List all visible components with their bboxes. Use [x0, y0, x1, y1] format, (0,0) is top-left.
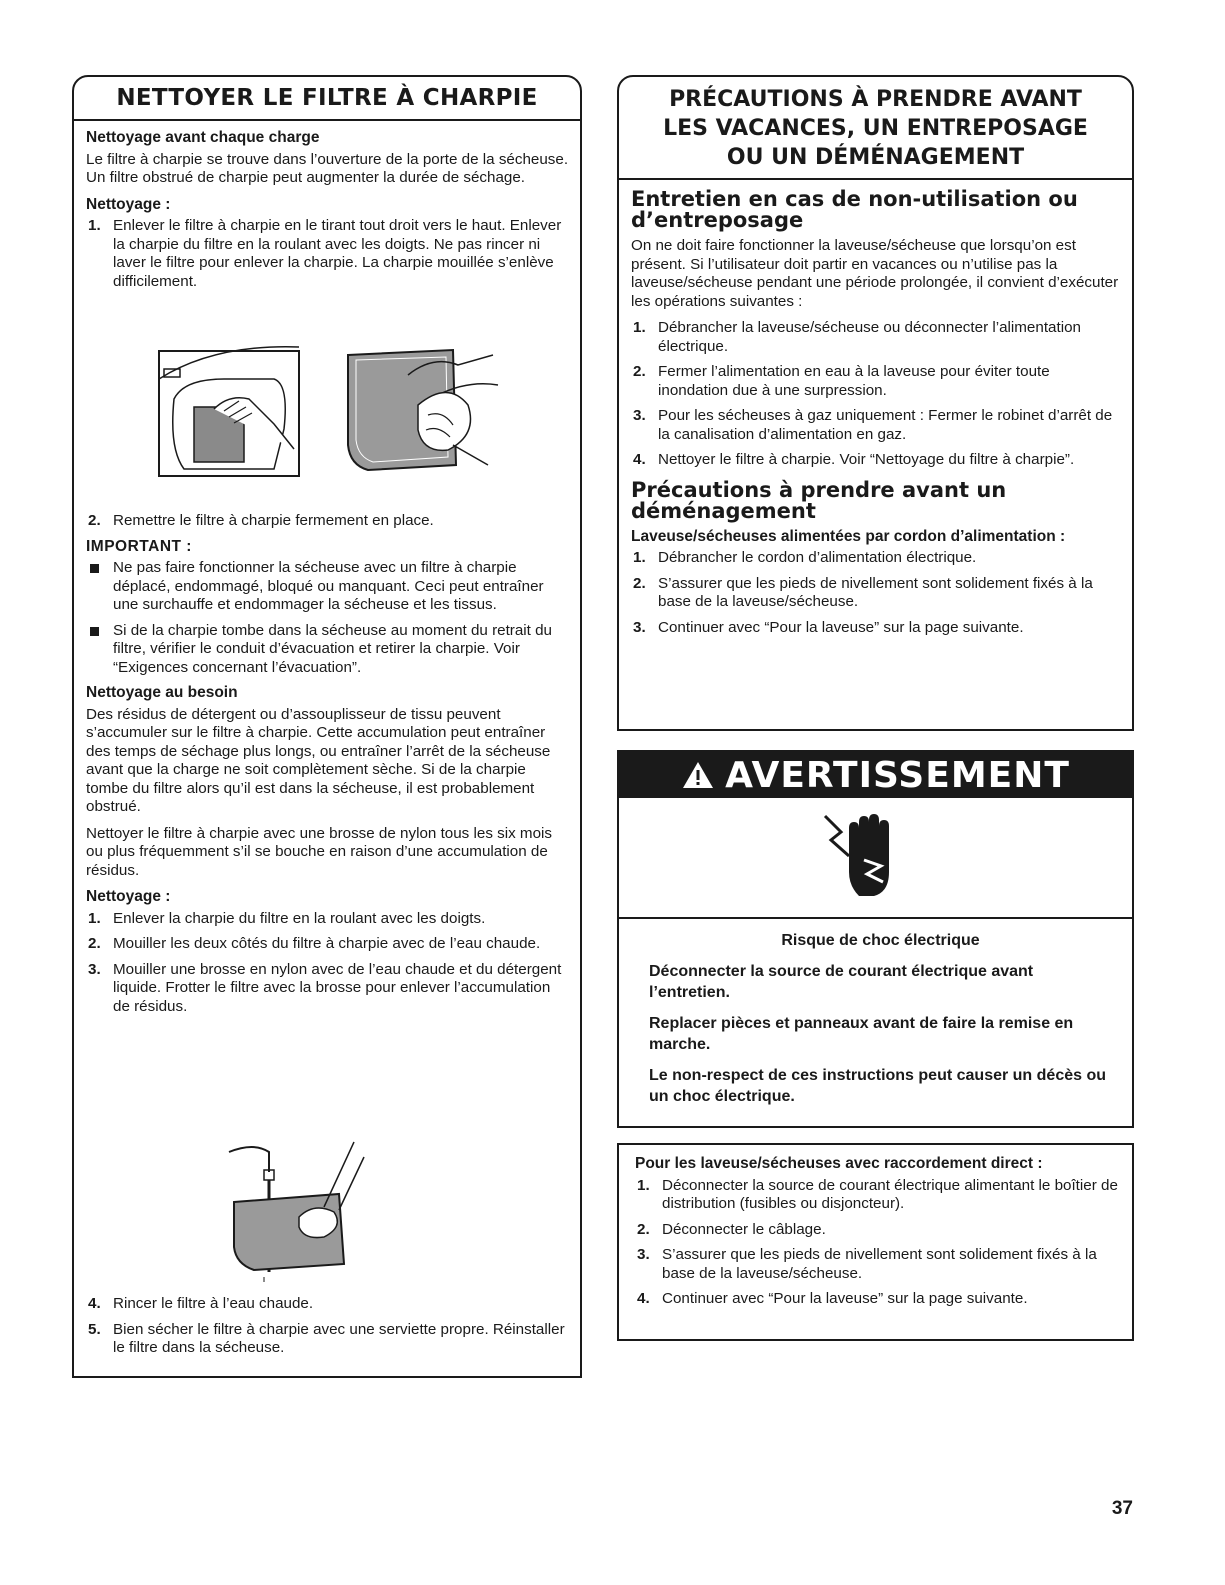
- list-item: 2. Fermer l’alimentation en eau à la laveuse pour éviter toute inondation due à une surpression.: [633, 363, 1050, 399]
- heading-storage: Entretien en cas de non-utilisation ou d’entreposage: [631, 187, 1078, 232]
- as-needed-paragraph-1: Des résidus de détergent ou d’assouplisseur de tissu peuvent s’accumuler sur le filtre à charpie. Cette accumulation peut entraîner des temps de séchage plus longs, ou entraîner l’arrêt de la sécheuse avant que la charge ne soit complètement sèche. Si de la charpie tombe du filtre alors qu’il est dans la sécheuse, il est probablement obstrué.: [86, 705, 551, 815]
- intro-paragraph: Le filtre à charpie se trouve dans l’ouverture de la porte de la sécheuse. Un filtre obstrué de charpie peut augmenter la durée de séchage.: [86, 150, 569, 186]
- list-item: 5. Bien sécher le filtre à charpie avec une serviette propre. Réinstaller le filtre dans la sécheuse.: [88, 1320, 565, 1356]
- list-item: 1. Enlever la charpie du filtre en la roulant avec les doigts.: [88, 909, 486, 927]
- list-item: 4. Rincer le filtre à l’eau chaude.: [88, 1295, 314, 1312]
- warning-box: [617, 750, 1134, 1128]
- list-item: 1. Débrancher le cordon d’alimentation électrique.: [633, 549, 977, 566]
- filter-brushing-illustration: [214, 1132, 384, 1282]
- electric-shock-hand-icon: [819, 810, 909, 906]
- lint-filter-text-bottom: [86, 1295, 570, 1365]
- direct-wire-steps: [635, 1177, 1120, 1309]
- important-bullets: [86, 559, 570, 677]
- warning-divider: [619, 917, 1132, 919]
- list-item: 3. S’assurer que les pieds de nivellement sont solidement fixés à la base de la laveuse/sécheuse.: [637, 1246, 1097, 1282]
- warning-header: [619, 752, 1132, 798]
- warning-word: AVERTISSEMENT: [725, 754, 1070, 796]
- bullet-square-icon: [90, 564, 99, 573]
- storage-steps: [631, 319, 1120, 470]
- list-item: 4. Nettoyer le filtre à charpie. Voir “Nettoyage du filtre à charpie”.: [633, 451, 1075, 468]
- title-line: OU UN DÉMÉNAGEMENT: [726, 145, 1025, 170]
- subheading-cleaning-2: Nettoyage :: [86, 888, 171, 905]
- precautions-section: [617, 75, 1134, 731]
- cleaning-steps-3: [86, 910, 570, 1017]
- list-item: 2. Déconnecter le câblage.: [637, 1220, 826, 1238]
- filter-removal-illustration: [154, 339, 304, 481]
- list-item: 2. S’assurer que les pieds de nivellement sont solidement fixés à la base de la laveuse/sécheuse.: [633, 574, 1093, 610]
- list-item: 1. Débrancher la laveuse/sécheuse ou déconnecter l’alimentation électrique.: [633, 319, 1081, 355]
- warning-title: Risque de choc électrique: [781, 932, 980, 949]
- lint-filter-text-middle: [86, 512, 570, 1023]
- warning-line: Le non-respect de ces instructions peut causer un décès ou un choc électrique.: [649, 1067, 1107, 1105]
- section-title: [619, 85, 1132, 180]
- list-item: 3. Pour les sécheuses à gaz uniquement : Fermer le robinet d’arrêt de la canalisation d’alimentation en gaz.: [633, 407, 1113, 443]
- lint-rolling-illustration: [338, 335, 508, 485]
- subheading-as-needed: Nettoyage au besoin: [86, 684, 238, 701]
- bullet-square-icon: [90, 627, 99, 636]
- warning-line: Replacer pièces et panneaux avant de faire la remise en marche.: [649, 1015, 1074, 1053]
- list-item: 2. Mouiller les deux côtés du filtre à charpie avec de l’eau chaude.: [88, 935, 541, 952]
- heading-moving: Précautions à prendre avant un déménagement: [631, 477, 1007, 523]
- warning-text: [649, 930, 1112, 1117]
- as-needed-paragraph-2: Nettoyer le filtre à charpie avec une brosse de nylon tous les six mois ou plus fréquemment s’il se bouche en raison d’une accumulation de résidus.: [86, 824, 552, 879]
- list-item: Si de la charpie tombe dans la sécheuse au moment du retrait du filtre, vérifier le conduit d’évacuation et retirer la charpie. Voir “Exigences concernant l’évacuation”.: [86, 622, 570, 678]
- subheading-before-each-load: Nettoyage avant chaque charge: [86, 129, 320, 146]
- list-item: Ne pas faire fonctionner la sécheuse avec un filtre à charpie déplacé, endommagé, bloqué ou manquant. Ceci peut entraîner une surchauffe et endommager la sécheuse et les tissus.: [86, 559, 570, 615]
- subheading-cleaning: Nettoyage :: [86, 195, 171, 213]
- precautions-text: [631, 189, 1120, 644]
- lint-filter-text-top: [86, 129, 570, 298]
- cleaning-steps-1: [86, 217, 570, 291]
- direct-wire-text: [635, 1155, 1120, 1316]
- lint-filter-section: [72, 75, 582, 1378]
- important-label: IMPORTANT :: [86, 537, 192, 555]
- list-item: 2. Remettre le filtre à charpie fermement en place.: [88, 512, 434, 529]
- cleaning-steps-4: [86, 1295, 570, 1358]
- warning-line: Déconnecter la source de courant électrique avant l’entretien.: [649, 963, 1034, 1001]
- list-item: 3. Continuer avec “Pour la laveuse” sur la page suivante.: [633, 618, 1024, 636]
- moving-steps: [631, 549, 1120, 637]
- list-item: 1. Enlever le filtre à charpie en le tirant tout droit vers le haut. Enlever la charpie du filtre en la roulant avec les doigts. Ne pas rincer ni laver le filtre pour enlever la charpie. La charpie mouillée s’enlève difficilement.: [88, 217, 562, 290]
- list-item: 4. Continuer avec “Pour la laveuse” sur la page suivante.: [637, 1290, 1028, 1307]
- title-line: LES VACANCES, UN ENTREPOSAGE: [663, 116, 1088, 141]
- title-line: PRÉCAUTIONS À PRENDRE AVANT: [669, 87, 1082, 112]
- direct-wire-section: [617, 1143, 1134, 1341]
- cleaning-steps-2: [86, 512, 570, 531]
- list-item: 3. Mouiller une brosse en nylon avec de l’eau chaude et du détergent liquide. Frotter le filtre avec la brosse pour enlever l’accumulation de résidus.: [88, 960, 562, 1015]
- subheading-cord: Laveuse/sécheuses alimentées par cordon d’alimentation :: [631, 527, 1066, 545]
- storage-paragraph: On ne doit faire fonctionner la laveuse/sécheuse que lorsqu’on est présent. Si l’utilisateur doit partir en vacances ou n’utilise pas la laveuse/sécheuse pendant une période prolongée, il convient d’exécuter les opérations suivantes :: [631, 237, 1119, 310]
- page-number: 37: [1111, 1498, 1133, 1519]
- subheading-direct-wire: Pour les laveuse/sécheuses avec raccordement direct :: [635, 1155, 1043, 1172]
- warning-triangle-icon: [681, 760, 715, 790]
- list-item: 1. Déconnecter la source de courant électrique alimentant le boîtier de distribution (fusibles ou disjoncteur).: [637, 1176, 1118, 1212]
- section-title: NETTOYER LE FILTRE À CHARPIE: [74, 85, 580, 121]
